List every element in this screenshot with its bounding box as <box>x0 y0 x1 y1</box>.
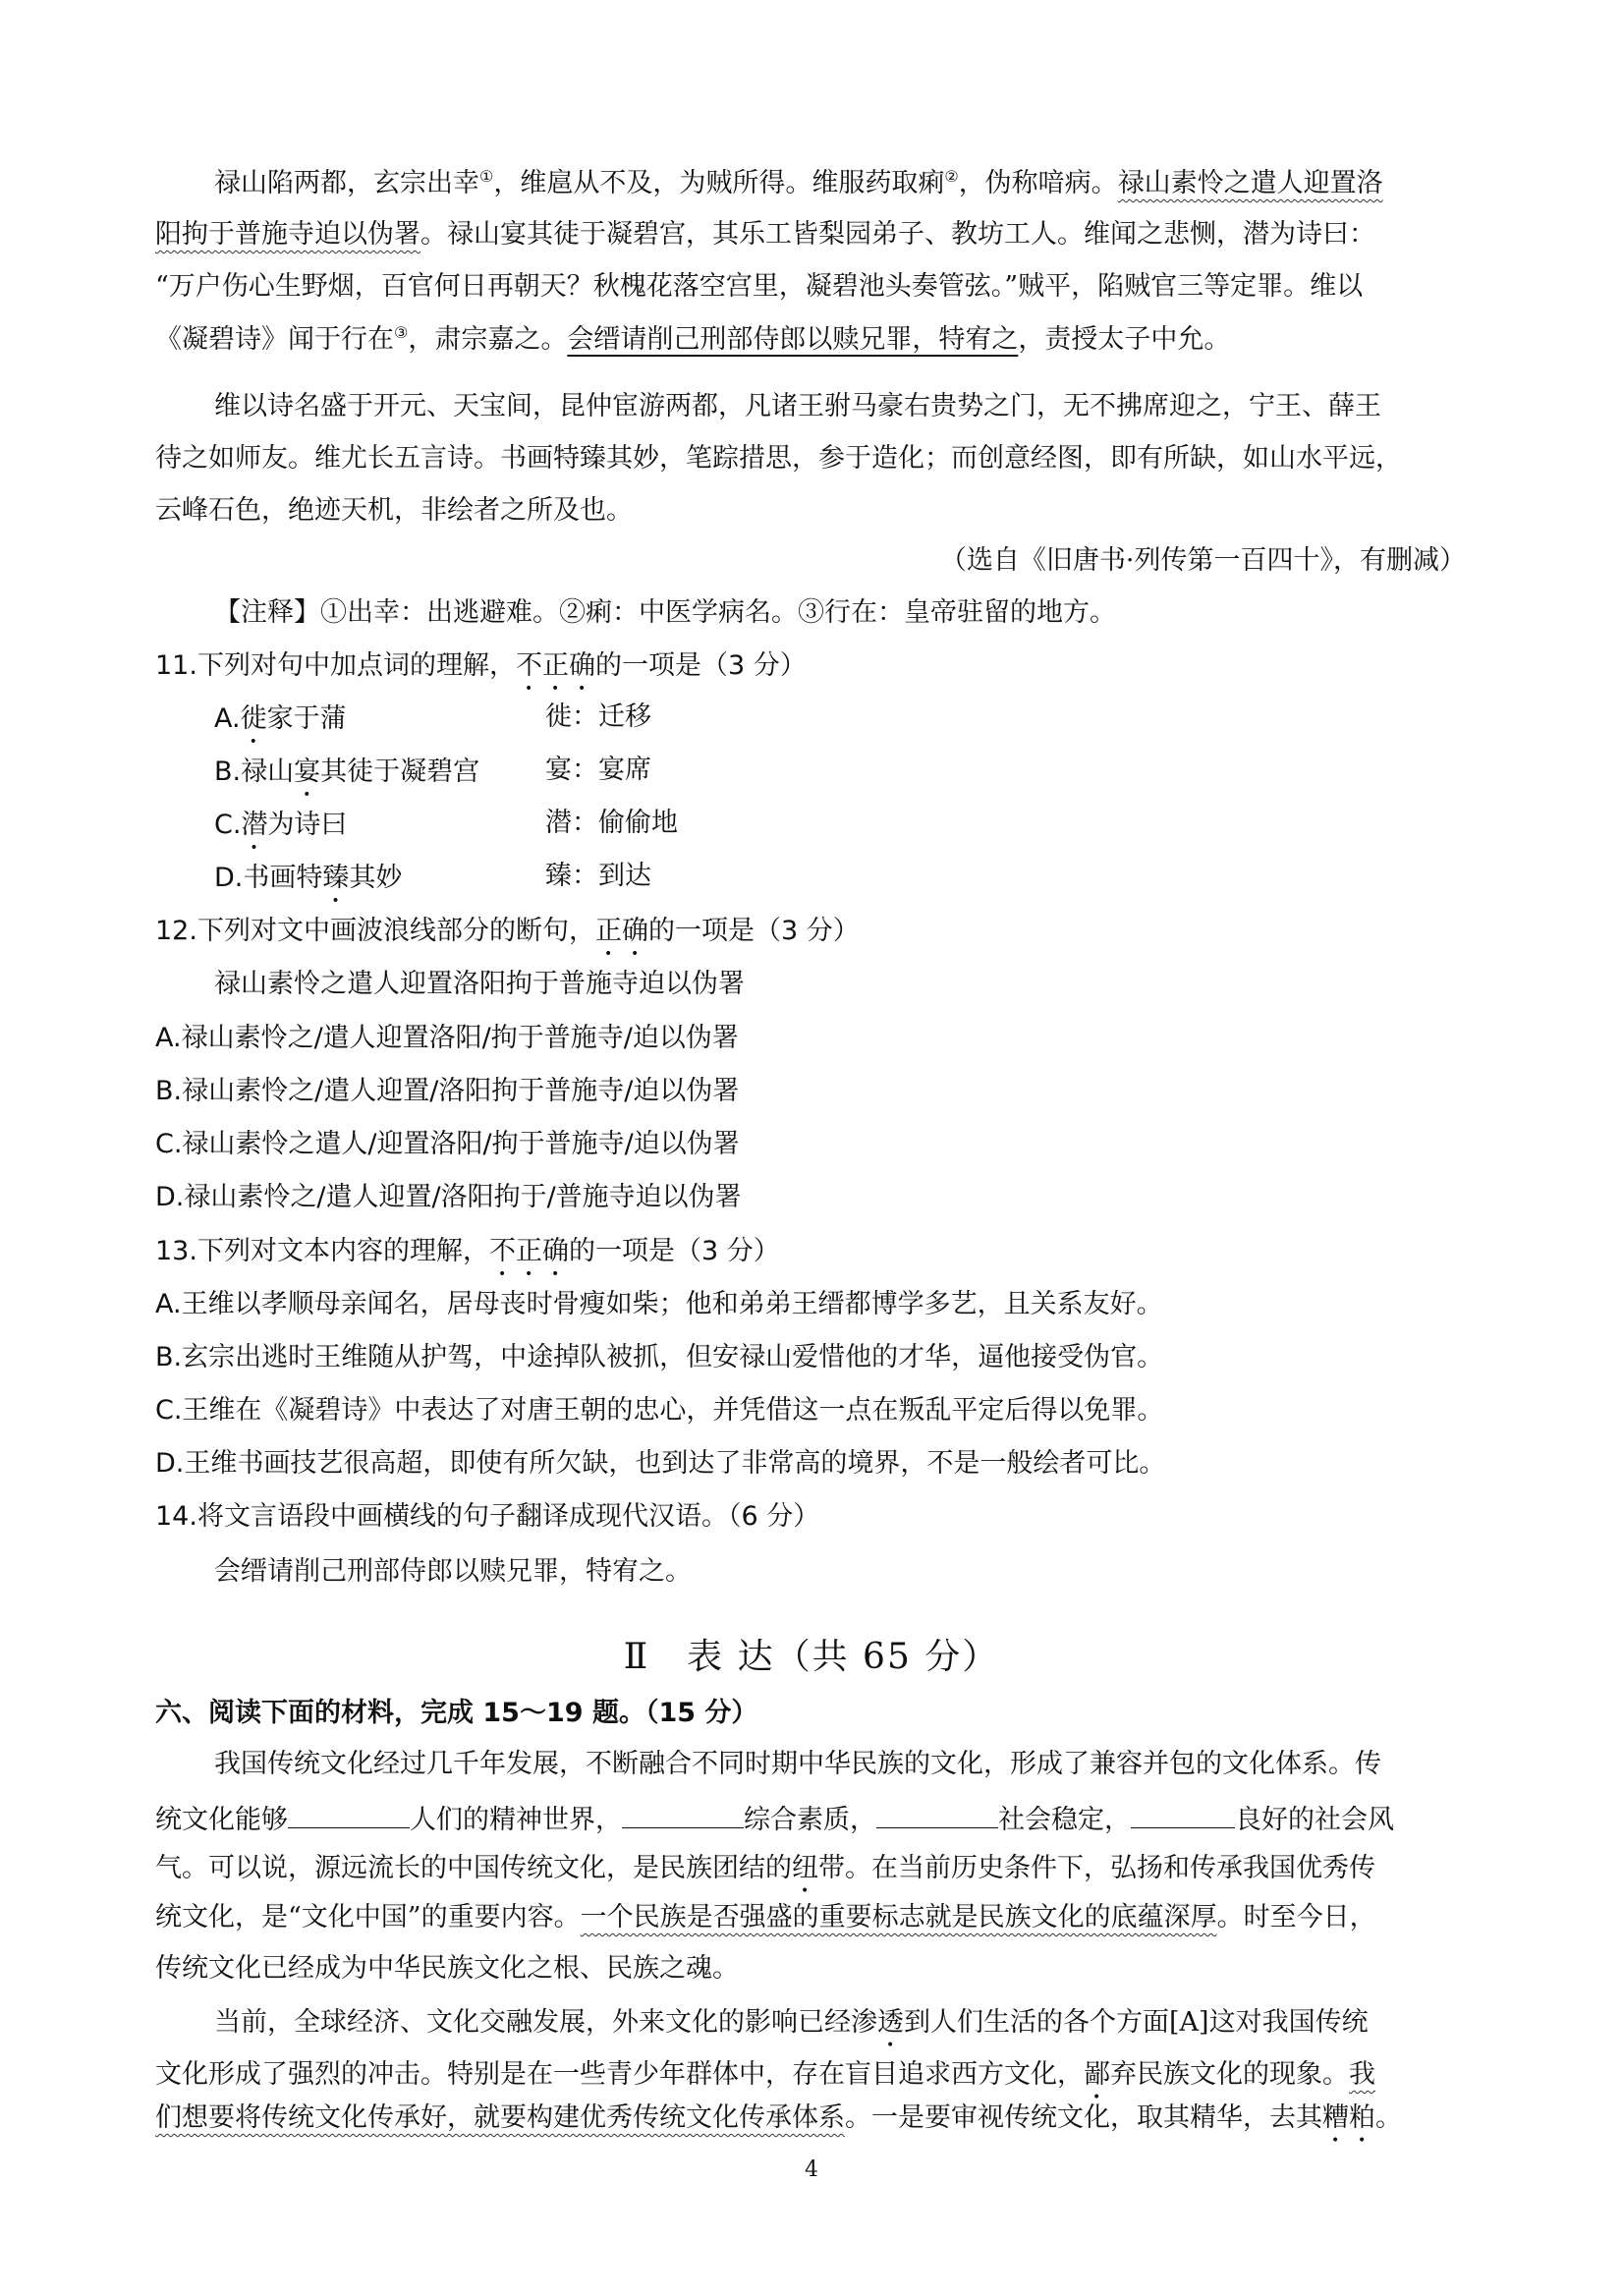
q12-sentence: 禄山素怜之遣人迎置洛阳拘于普施寺迫以伪署 <box>214 969 745 999</box>
question-14-stem: 14.将文言语段中画横线的句子翻译成现代汉语。（6 分） <box>155 1501 820 1532</box>
text: 12.下列对文中画波浪线部分的断句， <box>155 916 595 946</box>
wavy-underlined-text: 们想要将传统文化传承好，就要构建优秀传统文化传承体系 <box>155 2102 845 2133</box>
s6-line2 <box>155 1802 1394 1833</box>
dotted-word: 潜 <box>241 810 268 840</box>
section-6-heading: 六、阅读下面的材料，完成 15～19 题。（15 分） <box>155 1698 758 1728</box>
text: 。禄山宴其徒于凝碧宫，其乐工皆梨园弟子、教坊工人。维闻之悲恻，潜为诗曰： <box>420 219 1375 250</box>
text: 禄山陷两都，玄宗出幸 <box>214 168 479 198</box>
text: 的一项是（3 分） <box>647 916 860 946</box>
text: 人们的精神世界， <box>410 1805 622 1835</box>
dotted-word: 鄙 <box>1084 2059 1110 2090</box>
fill-blank-1[interactable] <box>288 1802 410 1828</box>
q13-option-a: A.王维以孝顺母亲闻名，居母丧时骨瘦如柴；他和弟弟王缙都博学多艺，且关系友好。 <box>155 1289 1163 1319</box>
text: 13.下列对文本内容的理解， <box>155 1236 489 1266</box>
text: 。一是要审视传统文化，取其精华，去其 <box>845 2102 1322 2133</box>
q11-option-c-gloss: 潜：偷偷地 <box>545 808 678 838</box>
q11-option-c <box>214 810 347 856</box>
q11-option-d <box>214 863 402 909</box>
q14-sentence: 会缙请削己刑部侍郎以赎兄罪，特宥之。 <box>214 1556 692 1587</box>
s6-line8 <box>155 2102 1402 2149</box>
text: 综合素质， <box>744 1805 876 1835</box>
q12-option-d: D.禄山素怜之/遣人迎置/洛阳拘于/普施寺迫以伪署 <box>155 1182 742 1212</box>
question-13-stem <box>155 1236 780 1282</box>
source-citation: （选自《旧唐书·列传第一百四十》，有删减） <box>939 545 1466 576</box>
dotted-word: 纽 <box>792 1853 818 1883</box>
s6-line5: 传统文化已经成为中华民族文化之根、民族之魂。 <box>155 1953 739 1984</box>
s6-line1: 我国传统文化经过几千年发展，不断融合不同时期中华民族的文化，形成了兼容并包的文化体系。传 <box>214 1749 1381 1779</box>
text: 的一项是（3 分） <box>568 1236 780 1266</box>
text: B.禄山 <box>214 756 295 787</box>
text: 其徒于凝碧宫 <box>320 756 480 787</box>
text: 弃民族文化的现象。 <box>1110 2059 1349 2090</box>
q13-option-d: D.王维书画技艺很高超，即使有所欠缺，也到达了非常高的境界，不是一般绘者可比。 <box>155 1448 1166 1479</box>
dotted-word: 徙 <box>240 703 267 734</box>
s6-line4 <box>155 1904 1376 1931</box>
q11-option-a <box>214 703 347 750</box>
notes: 【注释】①出幸：出逃避难。②痢：中医学病名。③行在：皇帝驻留的地方。 <box>214 597 1116 628</box>
wavy-underlined-text: 我 <box>1349 2059 1375 2090</box>
text: 文化形成了强烈的冲击。特别是在一些青少年群体中，存在盲目追求西方文化， <box>155 2059 1084 2090</box>
passage-p2-line2: 待之如师友。维尤长五言诗。书画特臻其妙，笔踪措思，参于造化；而创意经图，即有所缺，如山水平远， <box>155 443 1402 474</box>
text: 11.下列对句中加点词的理解， <box>155 650 516 681</box>
wavy-underlined-text: 禄山素怜之遣人迎置洛 <box>1117 168 1383 198</box>
text: 良好的社会风 <box>1235 1805 1394 1835</box>
dotted-word: 臻 <box>322 863 350 893</box>
text: ，肃宗嘉之。 <box>408 324 568 355</box>
text: 。 <box>1375 2102 1402 2133</box>
text: C. <box>214 810 242 840</box>
dotted-emphasis: 不正确 <box>488 1236 569 1266</box>
dotted-emphasis: 正确 <box>594 916 648 946</box>
q11-option-b <box>214 756 479 803</box>
dotted-word: 宴 <box>294 756 321 787</box>
s6-line6 <box>214 2007 1369 2053</box>
text: ，维扈从不及，为贼所得。维服药取痢 <box>493 168 945 198</box>
text: 带。在当前历史条件下，弘扬和传承我国优秀传 <box>818 1853 1375 1883</box>
passage-p1-line1 <box>214 169 1383 196</box>
wavy-underlined-text: 阳拘于普施寺迫以伪署 <box>155 219 420 250</box>
page-number: 4 <box>805 2157 818 2182</box>
passage-p1-line3: “万户伤心生野烟，百官何日再朝天？秋槐花落空宫里，凝碧池头奏管弦。”贼平，陷贼官三等定罪。维以 <box>155 271 1364 302</box>
text: 的一项是（3 分） <box>594 650 807 681</box>
text: 《凝碧诗》闻于行在 <box>155 324 394 355</box>
text: 为诗曰 <box>267 810 348 840</box>
q13-option-c: C.王维在《凝碧诗》中表达了对唐王朝的忠心，并凭借这一点在叛乱平定后得以免罪。 <box>155 1395 1164 1426</box>
text: 其妙 <box>349 863 403 893</box>
text: 社会稳定， <box>998 1805 1131 1835</box>
passage-p2-line1: 维以诗名盛于开元、天宝间，昆仲宦游两都，凡诸王驸马豪右贵势之门，无不拂席迎之，宁王、薛王 <box>214 391 1381 421</box>
note-ref-1: ① <box>479 167 494 186</box>
q11-option-a-gloss: 徙：迁移 <box>545 701 651 732</box>
text: A. <box>214 703 241 734</box>
text: D.书画特 <box>214 863 323 893</box>
q11-option-b-gloss: 宴：宴席 <box>545 755 651 785</box>
q12-option-c: C.禄山素怜之遣人/迎置洛阳/拘于普施寺/迫以伪署 <box>155 1129 740 1159</box>
text: 当前，全球经济、文化交融发展，外来文化的影响已经渗 <box>214 2007 877 2038</box>
fill-blank-3[interactable] <box>876 1802 998 1828</box>
dotted-word: 糟粕 <box>1322 2102 1375 2133</box>
wavy-underlined-text: 一个民族是否强盛的重要标志就是民族文化的底蕴深厚 <box>580 1902 1217 1932</box>
text: 统文化能够 <box>155 1805 288 1835</box>
question-12-stem <box>155 916 860 962</box>
q13-option-b: B.玄宗出逃时王维随从护驾，中途掉队被抓，但安禄山爱惜他的才华，逼他接受伪官。 <box>155 1342 1164 1372</box>
dotted-emphasis: 不正确 <box>515 650 595 681</box>
text: 。时至今日， <box>1216 1902 1376 1932</box>
s6-line3 <box>155 1853 1375 1899</box>
s6-line7 <box>155 2059 1375 2105</box>
text: 到人们生活的各个方面[A]这对我国传统 <box>904 2007 1369 2038</box>
passage-p1-line2 <box>155 221 1375 248</box>
note-ref-3: ③ <box>394 323 409 342</box>
fill-blank-4[interactable] <box>1131 1802 1235 1828</box>
text: 气。可以说，源远流长的中国传统文化，是民族团结的 <box>155 1853 792 1883</box>
q11-option-d-gloss: 臻：到达 <box>545 861 651 891</box>
section-title: Ⅱ 表 达（共 65 分） <box>623 1637 1000 1677</box>
passage-p2-line3: 云峰石色，绝迹天机，非绘者之所及也。 <box>155 495 633 526</box>
passage-p1-line4 <box>155 325 1230 353</box>
text: ，责授太子中允。 <box>1018 324 1231 355</box>
q12-option-b: B.禄山素怜之/遣人迎置/洛阳拘于普施寺/迫以伪署 <box>155 1076 740 1106</box>
underlined-sentence: 会缙请削己刑部侍郎以赎兄罪，特宥之 <box>567 324 1019 355</box>
dotted-word: 透 <box>877 2007 904 2038</box>
text: ，伪称喑病。 <box>958 168 1118 198</box>
note-ref-2: ② <box>944 167 959 186</box>
fill-blank-2[interactable] <box>622 1802 744 1828</box>
text: 统文化，是“文化中国”的重要内容。 <box>155 1902 581 1932</box>
text: 家于蒲 <box>266 703 347 734</box>
q12-option-a: A.禄山素怜之/遣人迎置洛阳/拘于普施寺/迫以伪署 <box>155 1023 739 1053</box>
question-11-stem <box>155 650 807 697</box>
